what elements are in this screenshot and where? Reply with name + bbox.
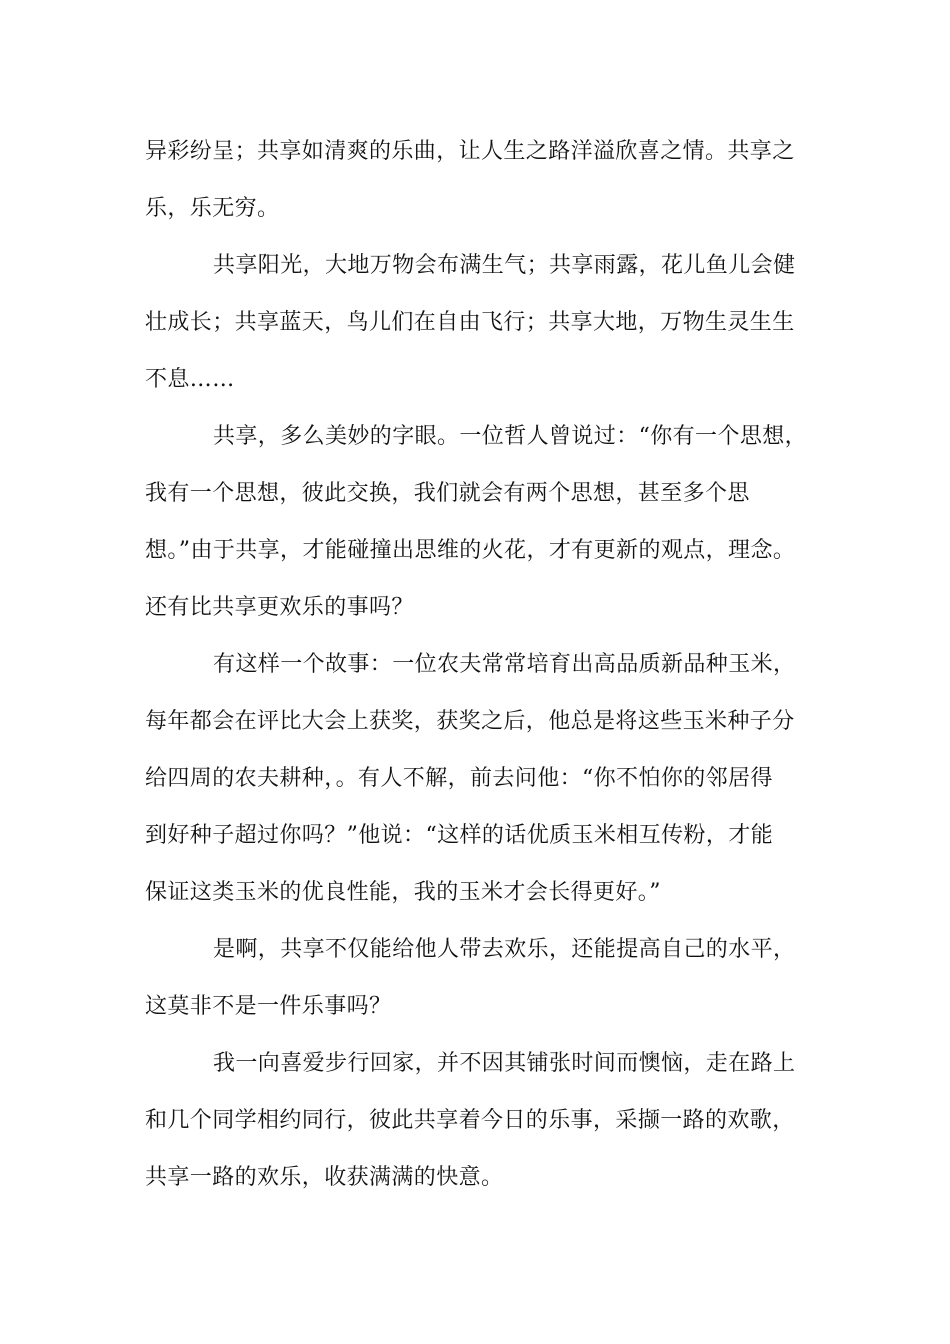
text-line: 壮成长；共享蓝天，鸟儿们在自由飞行；共享大地，万物生灵生生	[145, 310, 795, 335]
text-line: 给四周的农夫耕种，。有人不解，前去问他：“你不怕你的邻居得	[145, 766, 773, 791]
text-line: 异彩纷呈；共享如清爽的乐曲，让人生之路洋溢欣喜之情。共享之	[145, 139, 795, 164]
paragraph-first-line: 共享，多么美妙的字眼。一位哲人曾说过：“你有一个思想，	[213, 424, 808, 449]
text-line: 到好种子超过你吗？”他说：“这样的话优质玉米相互传粉，才能	[145, 823, 774, 848]
text-line: 不息……	[145, 367, 235, 392]
text-line: 保证这类玉米的优良性能，我的玉米才会长得更好。”	[145, 880, 661, 905]
paragraph-first-line: 共享阳光，大地万物会布满生气；共享雨露，花儿鱼儿会健	[213, 253, 796, 278]
paragraph-first-line: 是啊，共享不仅能给他人带去欢乐，还能提高自己的水平，	[213, 937, 796, 962]
paragraph-first-line: 我一向喜爱步行回家，并不因其铺张时间而懊恼，走在路上	[213, 1051, 796, 1076]
text-line: 这莫非不是一件乐事吗？	[145, 994, 392, 1019]
text-line: 我有一个思想，彼此交换，我们就会有两个思想，甚至多个思	[145, 481, 750, 506]
text-line: 还有比共享更欢乐的事吗？	[145, 595, 414, 620]
paragraph-first-line: 有这样一个故事：一位农夫常常培育出高品质新品种玉米，	[213, 652, 796, 677]
text-line: 想。”由于共享，才能碰撞出思维的火花，才有更新的观点，理念。	[145, 538, 796, 563]
text-line: 每年都会在评比大会上获奖，获奖之后，他总是将这些玉米种子分	[145, 709, 795, 734]
text-line: 共享一路的欢乐，收获满满的快意。	[145, 1165, 504, 1190]
text-line: 乐，乐无穷。	[145, 196, 280, 221]
text-line: 和几个同学相约同行，彼此共享着今日的乐事，采撷一路的欢歌，	[145, 1108, 795, 1133]
